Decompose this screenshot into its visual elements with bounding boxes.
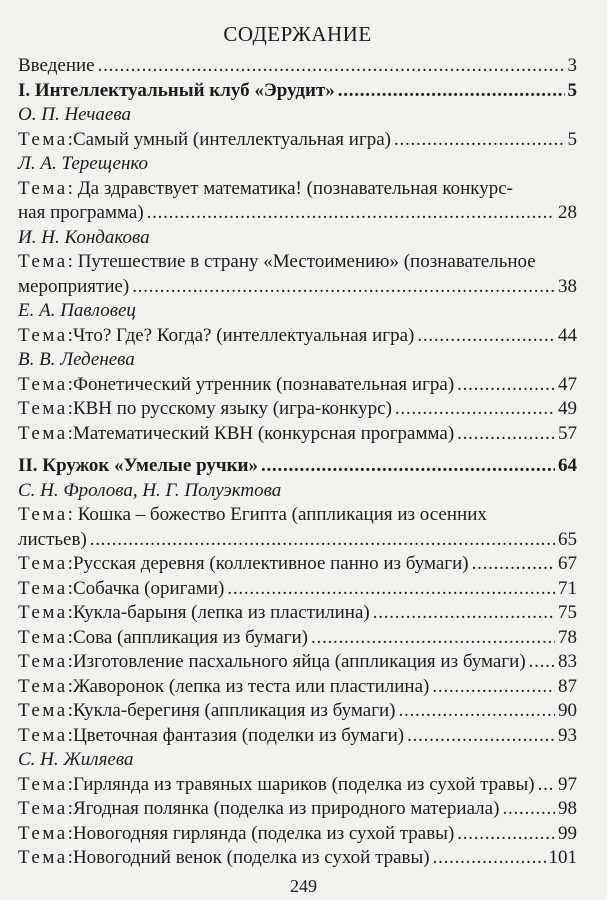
toc-entry (18, 822, 577, 847)
entry-title: Жаворонок (лепка из теста или пластилина) (72, 675, 430, 697)
entry-title: Введение (18, 55, 95, 76)
topic-label: Тема (18, 553, 68, 574)
author-name: В. В. Леденева (18, 349, 135, 370)
table-of-contents (18, 54, 577, 871)
entry-line-2 (18, 275, 577, 300)
toc-entry (18, 601, 577, 626)
toc-entry (18, 773, 577, 798)
entry-title: I. Интеллектуальный клуб «Эрудит» (18, 79, 335, 101)
entry-page-number: 71 (558, 577, 577, 599)
entry-page-number: 47 (558, 373, 577, 395)
topic-label-separator: : (67, 675, 73, 697)
entry-line-1 (18, 250, 577, 275)
topic-label-separator: : (67, 724, 73, 746)
toc-entry (18, 177, 577, 226)
topic-label: Тема (18, 577, 68, 599)
toc-entry (18, 699, 577, 724)
dot-leader (132, 275, 555, 300)
toc-entry (18, 324, 577, 349)
dot-leader (261, 454, 555, 479)
topic-label-separator: : (67, 602, 73, 623)
topic-label-separator: : (67, 822, 73, 844)
topic-label: Тема (18, 398, 68, 419)
entry-title: Сова (аппликация из бумаги) (72, 626, 308, 648)
author-name: И. Н. Кондакова (18, 226, 150, 248)
topic-label: Тема (18, 251, 68, 272)
topic-label-separator: : (67, 128, 73, 150)
entry-page-number: 28 (558, 202, 577, 223)
entry-page-number: 65 (558, 528, 577, 550)
topic-label: Тема (18, 373, 68, 395)
dot-leader (407, 724, 555, 749)
topic-label-separator: : (67, 251, 78, 272)
entry-title: Фонетический утренник (познавательная игра) (72, 373, 455, 395)
dot-leader (457, 422, 555, 447)
entry-page-number: 67 (558, 553, 577, 574)
toc-entry (18, 724, 577, 749)
toc-entry (18, 675, 577, 700)
entry-line-1 (18, 177, 577, 202)
toc-entry (18, 422, 577, 447)
dot-leader (529, 650, 555, 675)
topic-label-separator: : (67, 177, 78, 199)
topic-label: Тема (18, 798, 68, 819)
entry-page-number: 3 (567, 55, 577, 76)
entry-line-2 (18, 201, 577, 226)
author-name: С. Н. Жиляева (18, 749, 134, 770)
toc-entry (18, 128, 577, 153)
topic-label-separator: : (67, 504, 78, 525)
topic-label-separator: : (67, 373, 73, 395)
dot-leader (417, 324, 555, 349)
topic-label: Тема (18, 651, 68, 672)
topic-label-separator: : (67, 847, 73, 868)
topic-label: Тема (18, 822, 68, 844)
entry-page-number: 87 (558, 675, 577, 697)
entry-page-number: 90 (558, 700, 577, 721)
dot-leader (433, 846, 546, 871)
dot-leader (394, 128, 564, 153)
entry-title: Изготовление пасхального яйца (аппликация из бумаги) (72, 651, 526, 672)
dot-leader (432, 675, 555, 700)
dot-leader (457, 822, 555, 847)
entry-page-number: 57 (558, 422, 577, 444)
topic-label: Тема (18, 504, 68, 525)
section-heading (18, 454, 577, 479)
entry-page-number: 75 (558, 602, 577, 623)
entry-page-number: 49 (558, 398, 577, 419)
entry-page-number: 44 (558, 324, 577, 346)
topic-label-separator: : (67, 324, 73, 346)
entry-title: Новогодний венок (поделка из сухой травы) (72, 847, 430, 868)
entry-title: Кукла-берегиня (аппликация из бумаги) (72, 700, 396, 721)
topic-label-separator: : (67, 798, 73, 819)
entry-title-continued: ная программа) (18, 202, 144, 223)
topic-label: Тема (18, 602, 68, 623)
topic-label: Тема (18, 128, 68, 150)
entry-title: Собачка (оригами) (72, 577, 225, 599)
entry-title: Кукла-барыня (лепка из пластилина) (72, 602, 370, 623)
dot-leader (227, 577, 555, 602)
dot-leader (147, 201, 555, 226)
topic-label-separator: : (67, 651, 73, 672)
topic-label-separator: : (67, 626, 73, 648)
author-name: Е. А. Павловец (18, 300, 136, 321)
entry-page-number: 101 (548, 847, 577, 868)
entry-title: Ягодная полянка (поделка из природного материала) (72, 798, 500, 819)
dot-leader (457, 373, 555, 398)
topic-label-separator: : (67, 398, 73, 419)
topic-label: Тема (18, 847, 68, 868)
entry-title: Что? Где? Когда? (интеллектуальная игра) (72, 324, 415, 346)
entry-page-number: 38 (558, 275, 577, 297)
toc-entry (18, 250, 577, 299)
dot-leader (502, 797, 555, 822)
author-name: Л. А. Терещенко (18, 153, 149, 174)
dot-leader (338, 79, 565, 104)
entry-page-number: 78 (558, 626, 577, 648)
topic-label-separator: : (67, 577, 73, 599)
entry-title: Русская деревня (коллективное панно из бумаги) (72, 553, 469, 574)
page-number: 249 (290, 876, 317, 896)
entry-page-number: 64 (558, 455, 577, 476)
entry-page-number: 98 (558, 798, 577, 819)
topic-label: Тема (18, 773, 68, 795)
entry-page-number: 5 (567, 79, 577, 101)
dot-leader (311, 626, 555, 651)
entry-title: Да здравствует математика! (познавательная конкурс- (77, 177, 513, 199)
dot-leader (538, 773, 555, 798)
author-name: О. П. Нечаева (18, 104, 131, 125)
entry-title: Кошка – божество Египта (аппликация из осенних (77, 504, 487, 525)
toc-entry (18, 650, 577, 675)
topic-label: Тема (18, 626, 68, 648)
dot-leader (398, 699, 555, 724)
topic-label: Тема (18, 724, 68, 746)
dot-leader (98, 54, 565, 79)
toc-entry (18, 503, 577, 552)
toc-entry (18, 552, 577, 577)
entry-page-number: 97 (558, 773, 577, 795)
toc-entry (18, 626, 577, 651)
entry-title: Новогодняя гирлянда (поделка из сухой травы) (72, 822, 455, 844)
entry-page-number: 93 (558, 724, 577, 746)
toc-entry (18, 577, 577, 602)
toc-entry (18, 797, 577, 822)
topic-label-separator: : (67, 553, 73, 574)
topic-label: Тема (18, 177, 68, 199)
topic-label: Тема (18, 422, 68, 444)
topic-label: Тема (18, 324, 68, 346)
entry-title: КВН по русскому языку (игра-конкурс) (72, 398, 392, 419)
author-name: С. Н. Фролова, Н. Г. Полуэктова (18, 479, 282, 501)
entry-title: Самый умный (интеллектуальная игра) (72, 128, 392, 150)
entry-title: Математический КВН (конкурсная программа) (72, 422, 455, 444)
page-title: СОДЕРЖАНИЕ (223, 22, 372, 46)
toc-entry (18, 54, 577, 79)
topic-label-separator: : (67, 773, 73, 795)
dot-leader (373, 601, 555, 626)
section-heading (18, 79, 577, 104)
dot-leader (472, 552, 555, 577)
entry-page-number: 99 (558, 822, 577, 844)
toc-entry (18, 846, 577, 871)
entry-title: Цветочная фантазия (поделки из бумаги) (72, 724, 405, 746)
toc-entry (18, 373, 577, 398)
topic-label: Тема (18, 675, 68, 697)
topic-label-separator: : (67, 700, 73, 721)
entry-title-continued: листьев) (18, 528, 87, 550)
topic-label: Тема (18, 700, 68, 721)
entry-title: Гирлянда из травяных шариков (поделка из сухой травы) (72, 773, 535, 795)
entry-line-2 (18, 528, 577, 553)
dot-leader (395, 397, 555, 422)
entry-title: II. Кружок «Умелые ручки» (18, 455, 258, 476)
entry-page-number: 5 (567, 128, 577, 150)
topic-label-separator: : (67, 422, 73, 444)
toc-entry (18, 397, 577, 422)
dot-leader (90, 528, 555, 553)
entry-line-1 (18, 503, 577, 528)
entry-title: Путешествие в страну «Местоимению» (познавательное (77, 251, 536, 272)
entry-title-continued: мероприятие) (18, 275, 130, 297)
entry-page-number: 83 (558, 651, 577, 672)
